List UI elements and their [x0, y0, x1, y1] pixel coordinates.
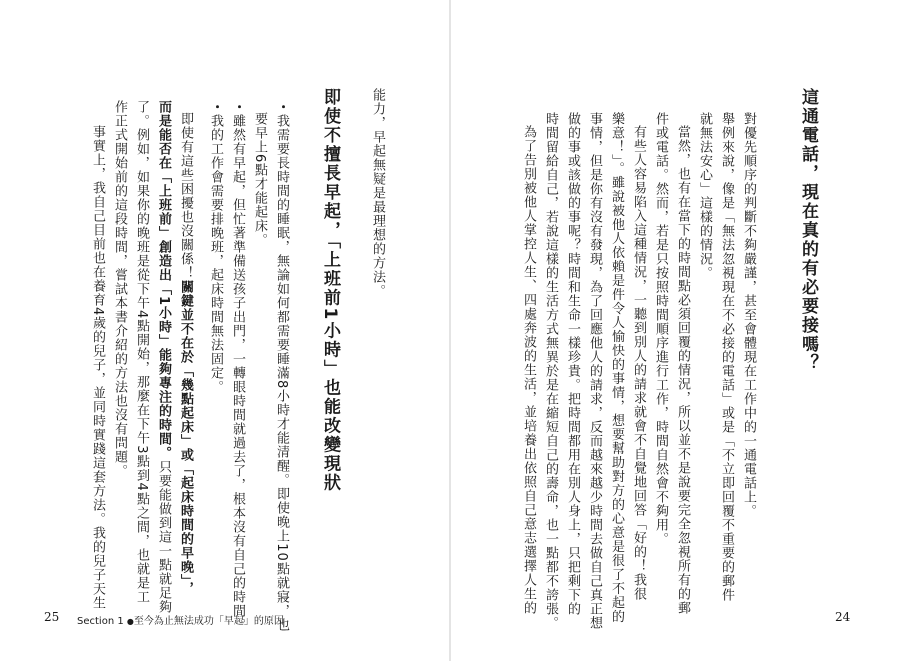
bullet-item: [270, 100, 292, 632]
section-title: 至今為止無法成功「早起」的原因: [133, 616, 284, 627]
body-line: 時間留給自己，若說這樣的生活方式無異於是在縮短自己的壽命，也一點都不誇張。: [543, 112, 558, 630]
body-line: 就無法安心」這樣的情況。: [697, 112, 712, 280]
bullet-item: [204, 100, 226, 632]
section-dot: ●: [126, 617, 134, 626]
emphasis-text: 關鍵並不在於「幾點起床」或「起床時間的早晚」，: [178, 280, 193, 596]
body-line: 做的事或該做的事呢？時間和生命一樣珍貴。把時間都用在別人身上，只把剩下的: [565, 112, 580, 616]
body-line: 作正式開始前的這段時間，嘗試本書介紹的方法也沒有問題。: [112, 100, 127, 478]
bullet-dot: ・: [208, 100, 223, 114]
body-line: 為了告別被他人掌控人生、四處奔波的生活，並培養出依照自己意志選擇人生的: [521, 125, 536, 615]
page-number-right: 24: [835, 610, 851, 624]
left-page-heading: 即使不擅長早起，「上班前1小時」也能改變現狀: [320, 88, 340, 493]
body-line: 了。例如，如果你的晚班是從下午4點開始，那麼在下午3點到4點之間，也就是工: [134, 100, 149, 604]
body-text: 即使有這些困擾也沒關係！: [178, 112, 193, 280]
left-page-intro: [366, 88, 388, 298]
body-line: 舉例來說，像是「無法忽視現在不必接的電話」或是「不立即回覆不重要的郵件: [719, 112, 734, 602]
body-line: 樂意！」。雖說被他人依賴是件令人愉快的事情，想要幫助對方的心意是很了不起的: [609, 112, 624, 624]
body-line: [152, 100, 174, 614]
body-line: 能力，早起無疑是最理想的方法。: [370, 88, 385, 298]
body-line: [174, 112, 196, 614]
body-line: 件或電話。然而，若是只按照時間順序進行工作，時間自然會不夠用。: [653, 112, 668, 546]
bullet-text: 雖然有早起，但忙著準備送孩子出門，一轉眼時間就過去了，根本沒有自己的時間。: [230, 114, 245, 632]
bullet-text: 我需要長時間的睡眠，無論如何都需要睡滿8小時才能清醒。即使晚上10點就寢，也: [274, 114, 289, 632]
body-line: 事實上，我自己目前也在養育4歲的兒子，並同時實踐這套方法。我的兒子天生: [90, 125, 105, 611]
left-page-bullets: [204, 100, 292, 632]
right-page-heading: 這通電話，現在真的有必要接嗎？: [798, 88, 818, 373]
body-text: 只要能做到這一點就足夠: [156, 460, 171, 615]
bullet-dot: ・: [274, 100, 289, 114]
book-gutter: [449, 0, 451, 661]
bullet-continuation: 要早上6點才能起床。: [252, 112, 267, 248]
right-page-body: [517, 112, 759, 630]
body-line: 事情，但是你有沒有發現，為了回應他人的請求，反而越來越少時間去做自己真正想: [587, 112, 602, 630]
section-number: Section 1: [77, 616, 124, 627]
bullet-item: [226, 100, 248, 632]
running-footer: [77, 612, 284, 627]
page-number-left: 25: [44, 610, 60, 624]
bullet-text: 我的工作會需要排晚班，起床時間無法固定。: [208, 114, 223, 394]
emphasis-text: 而是能否在「上班前」創造出「1小時」能夠專注的時間。: [156, 100, 171, 461]
body-line: 當然，也有在當下的時間點必須回覆的情況，所以並不是說要完全忽視所有的郵: [675, 125, 690, 615]
left-page-body: [86, 100, 196, 615]
bullet-dot: ・: [230, 100, 245, 114]
body-line: 對優先順序的判斷不夠嚴謹，甚至會體現在工作中的一通電話上。: [741, 112, 756, 518]
body-line: 有些人容易陷入這種情況，一聽到別人的請求就會不自覺地回答「好的！我很: [631, 125, 646, 601]
